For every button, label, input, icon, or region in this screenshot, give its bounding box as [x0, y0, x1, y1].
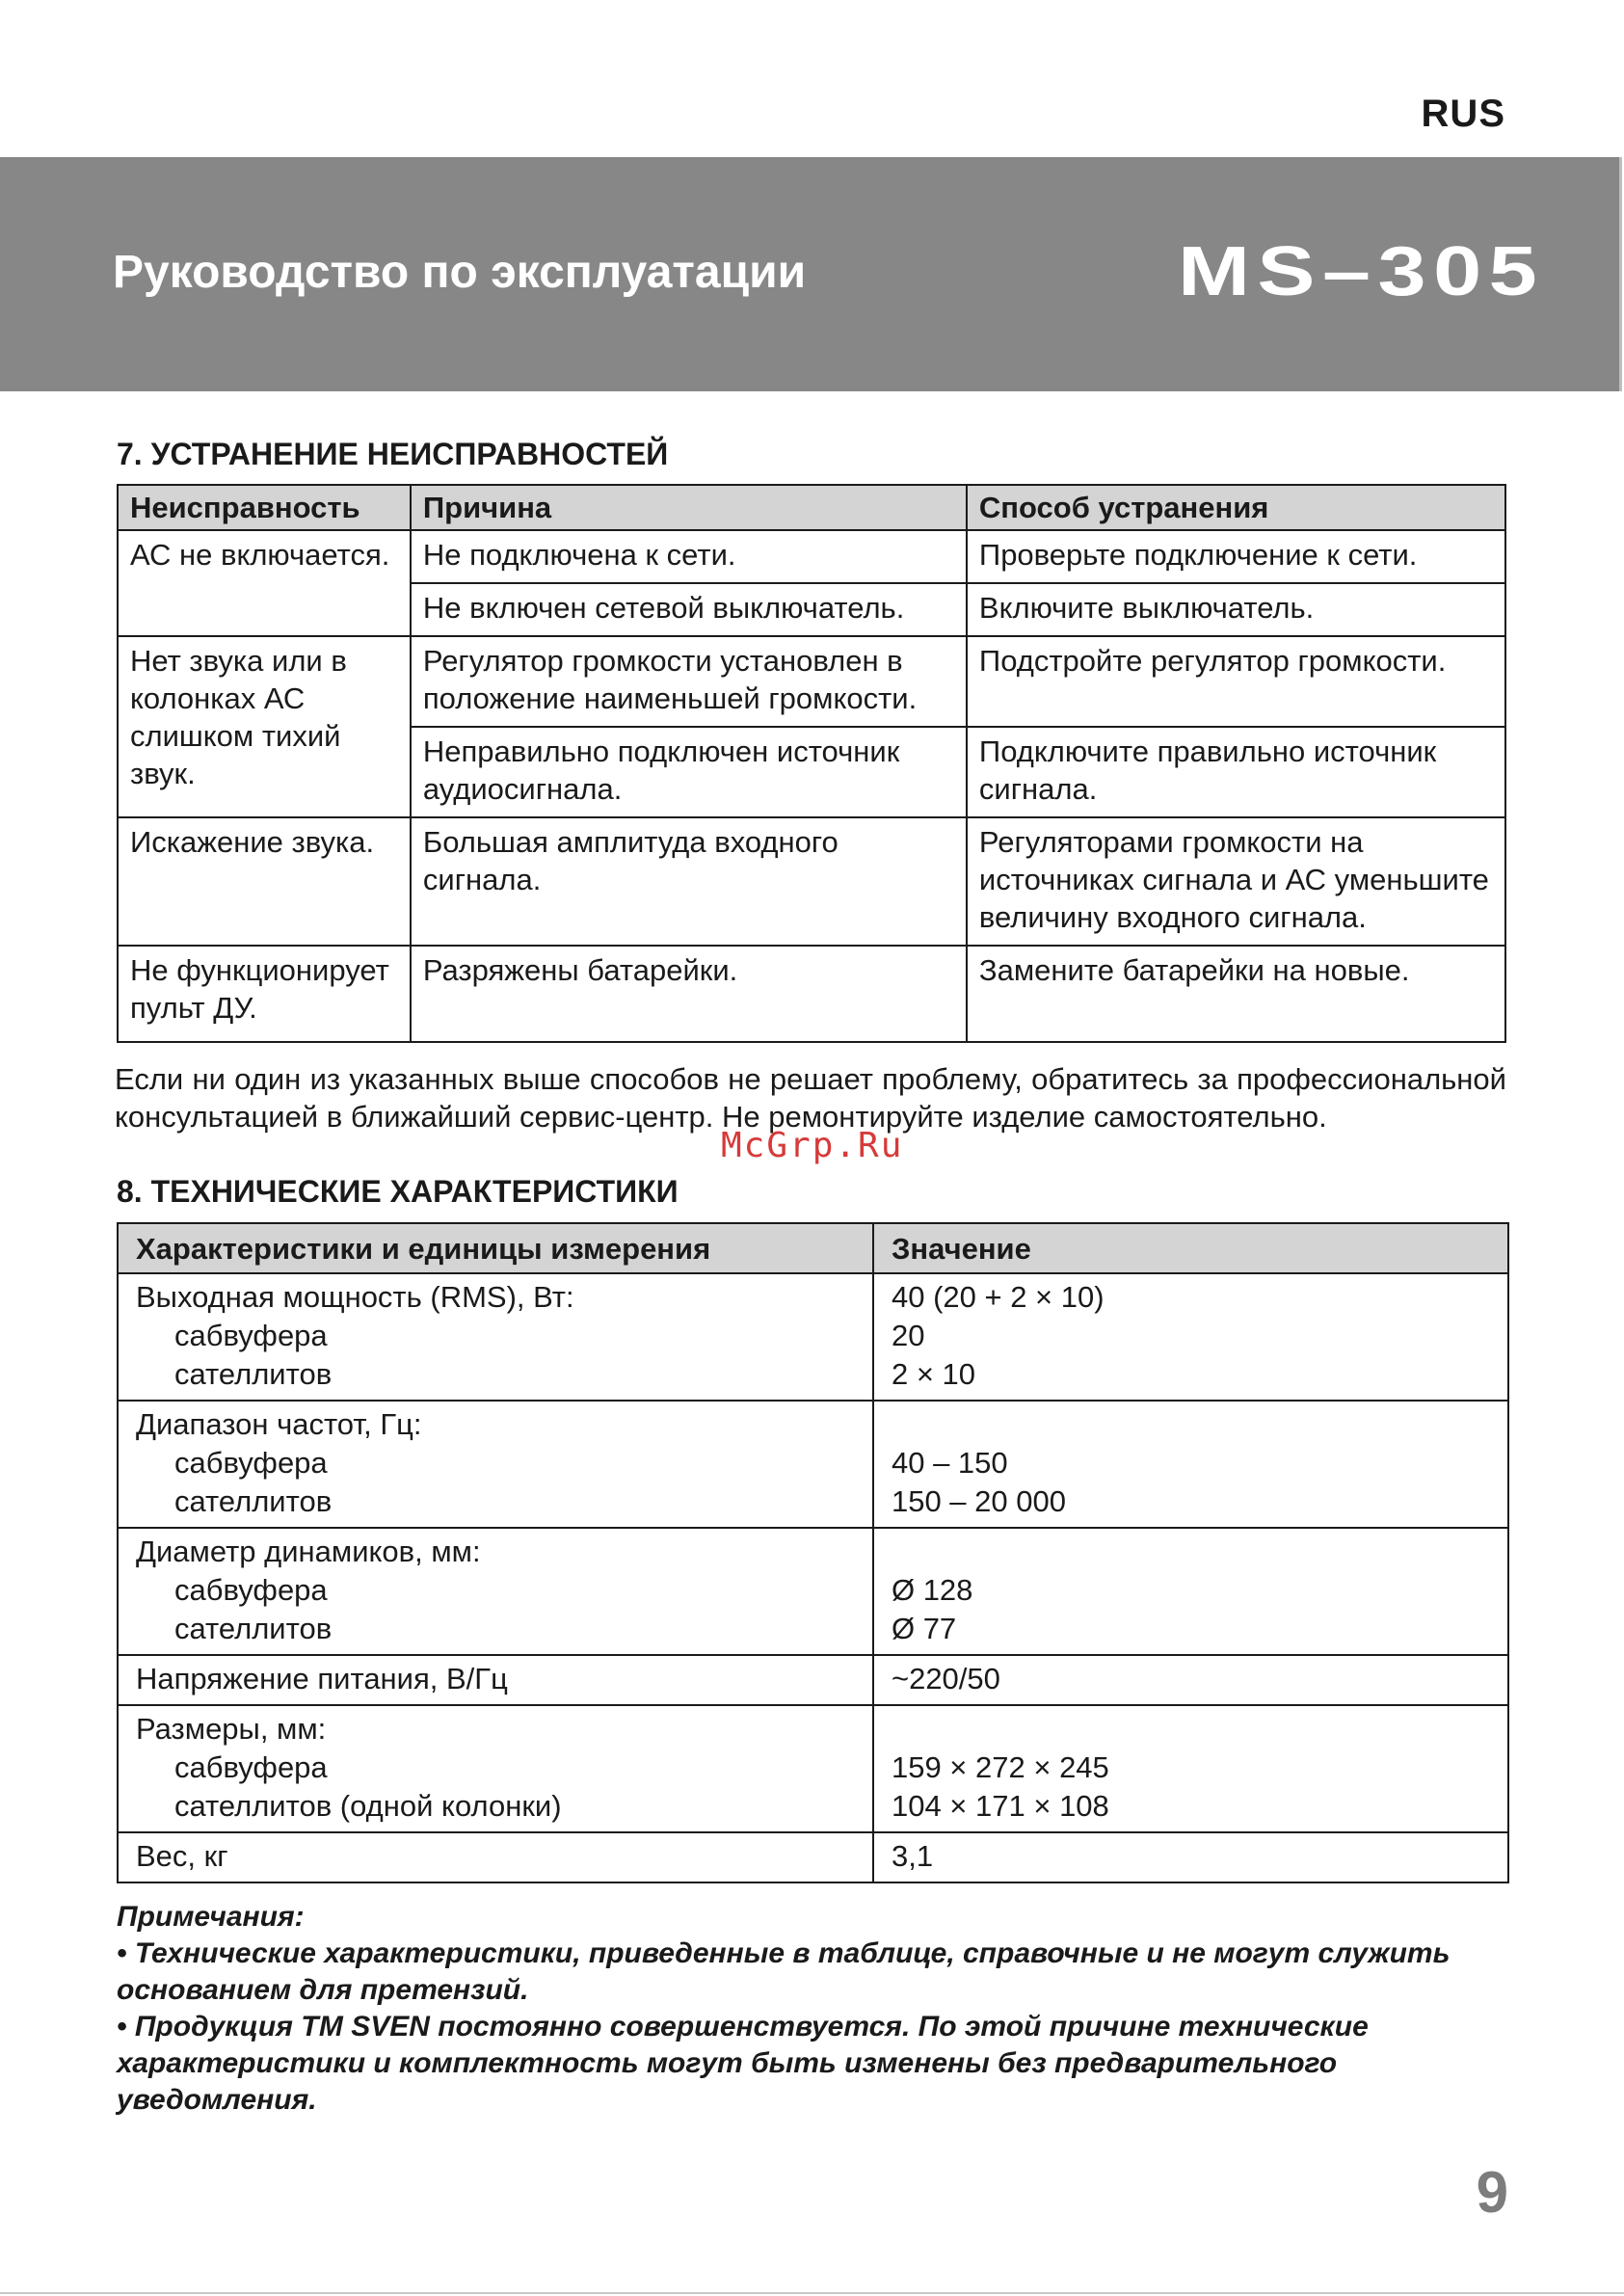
- spec-value: 40 (20 + 2 × 10): [891, 1280, 1105, 1314]
- header-cause: Причина: [411, 485, 967, 530]
- fault-cell: АС не включается.: [118, 530, 411, 636]
- spec-name: Диапазон частот, Гц:: [136, 1407, 422, 1441]
- section-8-title: 8. ТЕХНИЧЕСКИЕ ХАРАКТЕРИСТИКИ: [117, 1174, 679, 1209]
- spec-sub-name: сателлитов: [174, 1612, 333, 1645]
- cause-cell: Не подключена к сети.: [411, 530, 967, 583]
- cause-cell: Неправильно подключен источник аудиосигнала.: [411, 727, 967, 817]
- specs-table: [117, 1222, 1509, 1883]
- spec-value-cell: [873, 1705, 1508, 1832]
- spec-sub-name: сабвуфера: [174, 1573, 328, 1607]
- table-header-row: [118, 485, 1505, 530]
- manual-title: Руководство по эксплуатации: [113, 247, 807, 298]
- spec-value-cell: [873, 1528, 1508, 1655]
- spec-name-cell: [118, 1401, 873, 1528]
- notes-title: Примечания:: [117, 1901, 305, 1933]
- section-7-title: 7. УСТРАНЕНИЕ НЕИСПРАВНОСТЕЙ: [117, 437, 669, 471]
- bottom-divider: [0, 2292, 1624, 2294]
- fault-cell: Нет звука или в колонках АС слишком тихий звук.: [118, 636, 411, 817]
- spec-value-cell: [873, 1273, 1508, 1401]
- service-note: Если ни один из указанных выше способов не решает проблему, обратитесь за профессиональной консультацией в ближайший сервис-центр. Не ремонтируйте изделие самостоятельно.: [115, 1062, 1506, 1134]
- spec-value: [892, 1405, 1496, 1444]
- spec-name: Размеры, мм:: [136, 1712, 327, 1746]
- spec-sub-value: 20: [891, 1319, 925, 1352]
- spec-sub-name: сателлитов: [174, 1357, 333, 1391]
- spec-name-cell: [118, 1705, 873, 1832]
- spec-name: Диаметр динамиков, мм:: [136, 1535, 481, 1568]
- fix-cell: Включите выключатель.: [967, 583, 1505, 636]
- table-row: [118, 946, 1505, 1042]
- cause-cell: Регулятор громкости установлен в положение наименьшей громкости.: [411, 636, 967, 727]
- note-item: • Продукция ТМ SVEN постоянно совершенствуется. По этой причине технические характеристики и комплектность могут быть изменены без предварительного уведомления.: [117, 2011, 1369, 2116]
- table-row: [118, 1705, 1508, 1832]
- fix-cell: Подстройте регулятор громкости.: [967, 636, 1505, 727]
- language-label: RUS: [1421, 93, 1505, 135]
- cause-cell: Разряжены батарейки.: [411, 946, 967, 1042]
- fault-cell: Не функционирует пульт ДУ.: [118, 946, 411, 1042]
- table-row: [118, 1655, 1508, 1705]
- spec-sub-value: 150 – 20 000: [891, 1484, 1066, 1518]
- table-row: [118, 1528, 1508, 1655]
- spec-sub-name: сабвуфера: [174, 1446, 328, 1480]
- troubleshooting-table: [117, 484, 1506, 1043]
- spec-value-cell: ~220/50: [873, 1655, 1508, 1705]
- spec-sub-name: сателлитов (одной колонки): [174, 1789, 562, 1823]
- spec-sub-value: Ø 128: [891, 1573, 973, 1607]
- table-row: [118, 1401, 1508, 1528]
- fix-cell: Регуляторами громкости на источниках сигнала и АС уменьшите величину входного сигнала.: [967, 817, 1505, 946]
- spec-name-cell: Напряжение питания, В/Гц: [118, 1655, 873, 1705]
- header-banner: [0, 157, 1619, 391]
- spec-value-cell: [873, 1401, 1508, 1528]
- spec-name-cell: [118, 1528, 873, 1655]
- table-row: [118, 1832, 1508, 1882]
- spec-sub-value: 40 – 150: [891, 1446, 1008, 1480]
- table-row: [118, 817, 1505, 946]
- fix-cell: Подключите правильно источник сигнала.: [967, 727, 1505, 817]
- spec-name-cell: Вес, кг: [118, 1832, 873, 1882]
- spec-name-cell: [118, 1273, 873, 1401]
- header-fix: Способ устранения: [967, 485, 1505, 530]
- spec-sub-value: 104 × 171 × 108: [891, 1789, 1109, 1823]
- cause-cell: Не включен сетевой выключатель.: [411, 583, 967, 636]
- fault-cell: Искажение звука.: [118, 817, 411, 946]
- notes-block: [117, 1899, 1508, 2119]
- note-item: • Технические характеристики, приведенные в таблице, справочные и не могут служить основанием для претензий.: [117, 1937, 1451, 2006]
- spec-sub-name: сателлитов: [174, 1484, 333, 1518]
- spec-sub-value: 159 × 272 × 245: [891, 1750, 1109, 1784]
- watermark: McGrp.Ru: [721, 1126, 904, 1165]
- table-row: [118, 530, 1505, 583]
- table-row: [118, 636, 1505, 727]
- spec-value: [892, 1710, 1496, 1749]
- header-spec-value: Значение: [873, 1223, 1508, 1273]
- banner-edge: [1619, 157, 1622, 391]
- fix-cell: Замените батарейки на новые.: [967, 946, 1505, 1042]
- fix-cell: Проверьте подключение к сети.: [967, 530, 1505, 583]
- spec-value-cell: 3,1: [873, 1832, 1508, 1882]
- cause-cell: Большая амплитуда входного сигнала.: [411, 817, 967, 946]
- header-fault: Неисправность: [118, 485, 411, 530]
- table-header-row: [118, 1223, 1508, 1273]
- model-name: MS–305: [1177, 233, 1544, 310]
- table-row: [118, 1273, 1508, 1401]
- spec-sub-value: Ø 77: [891, 1612, 957, 1645]
- spec-name: Выходная мощность (RMS), Вт:: [136, 1280, 574, 1314]
- spec-sub-value: 2 × 10: [891, 1357, 976, 1391]
- spec-value: [892, 1533, 1496, 1571]
- spec-sub-name: сабвуфера: [174, 1319, 328, 1352]
- spec-sub-name: сабвуфера: [174, 1750, 328, 1784]
- header-spec-name: Характеристики и единицы измерения: [118, 1223, 873, 1273]
- page-number: 9: [1476, 2160, 1508, 2225]
